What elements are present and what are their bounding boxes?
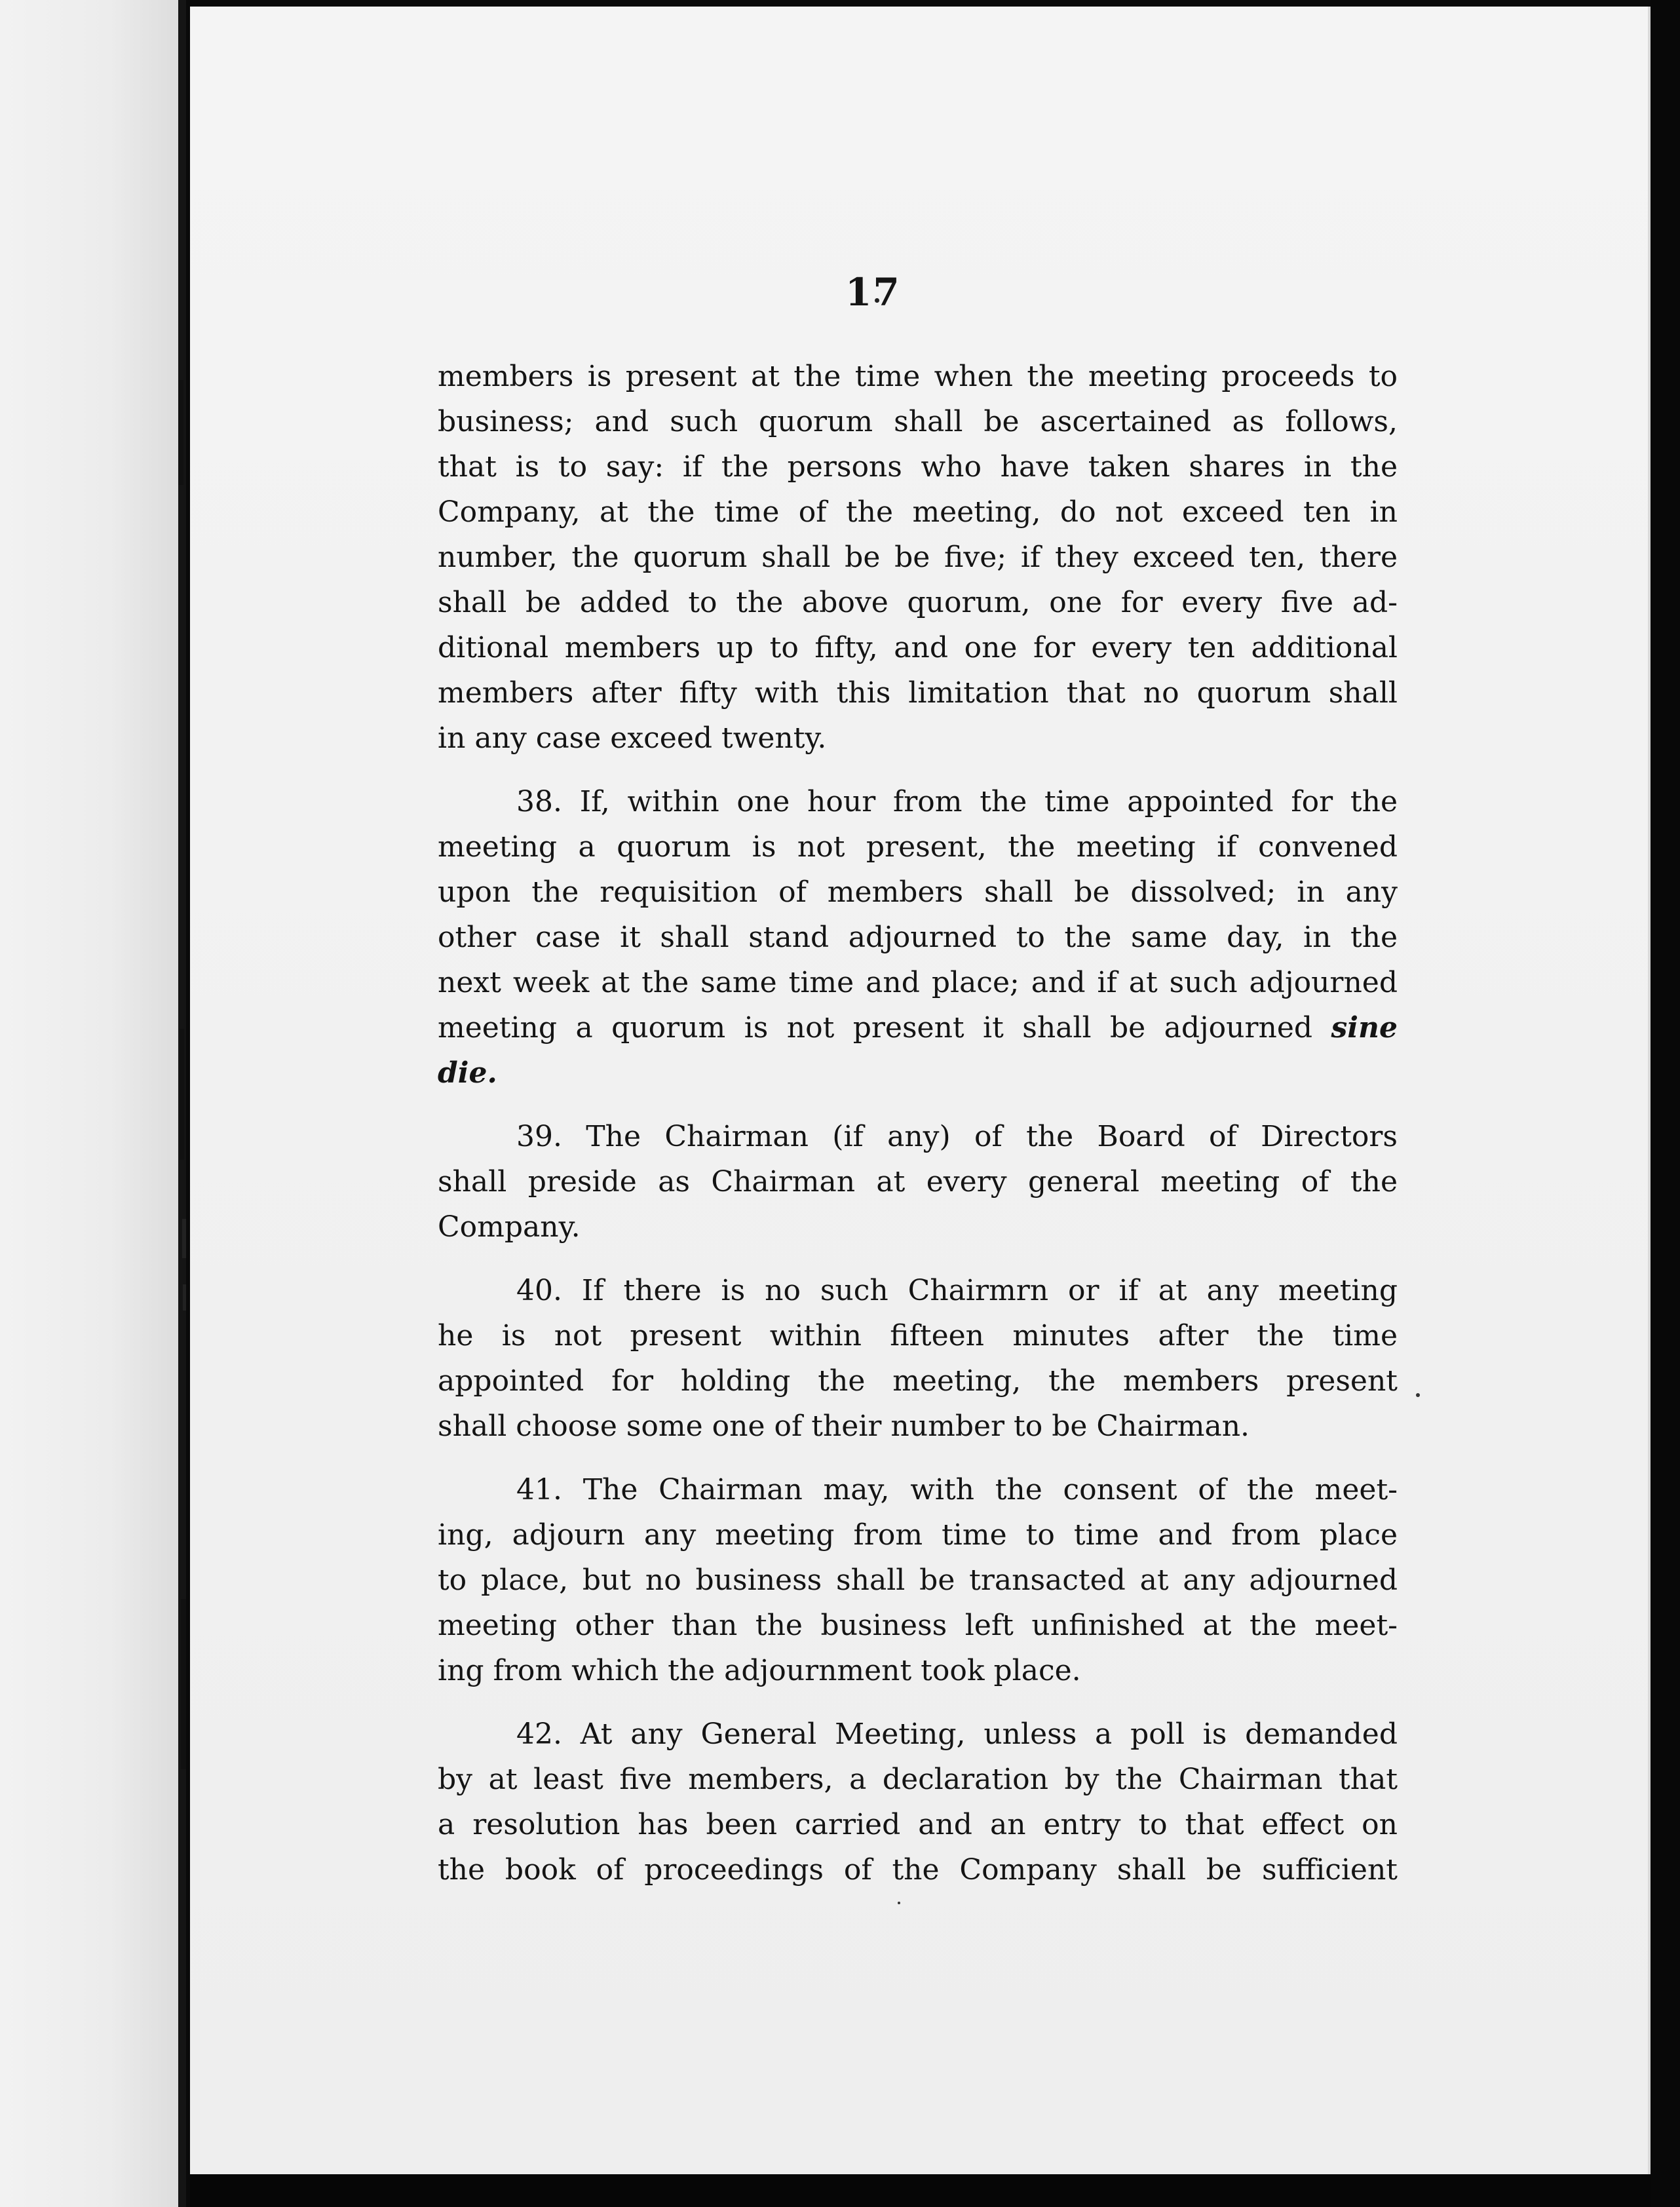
margin-speck	[1416, 1393, 1420, 1397]
text-line: shall be added to the above quorum, one for every five ad-	[438, 586, 1398, 619]
text-line: shall preside as Chairman at every general meeting of the	[438, 1165, 1398, 1199]
paragraph-38	[438, 779, 1398, 1096]
text-line	[438, 1050, 1398, 1096]
text-line: to place, but no business shall be transacted at any adjourned	[438, 1564, 1398, 1597]
text-line: 41. The Chairman may, with the consent of the meet-	[516, 1473, 1398, 1507]
text-line: number, the quorum shall be be five; if they exceed ten, there	[438, 541, 1398, 574]
paragraph-41	[438, 1467, 1398, 1693]
right-scan-edge	[1651, 0, 1680, 2207]
text-line: 39. The Chairman (if any) of the Board of Directors	[516, 1120, 1398, 1153]
text-line: the book of proceedings of the Company shall be sufficient	[438, 1853, 1398, 1887]
text-line: 42. At any General Meeting, unless a poll is demanded	[516, 1718, 1398, 1751]
text-line: meeting other than the business left unfinished at the meet-	[438, 1609, 1398, 1642]
text-line: members is present at the time when the meeting proceeds to	[438, 360, 1398, 393]
text-line	[438, 1005, 1398, 1050]
body-text	[438, 354, 1398, 1911]
text-line: members after fifty with this limitation that no quorum shall	[438, 676, 1398, 710]
text-line: ditional members up to fifty, and one for every ten additional	[438, 631, 1398, 664]
text-line: a resolution has been carried and an entry to that effect on	[438, 1808, 1398, 1841]
text-line: other case it shall stand adjourned to the same day, in the	[438, 921, 1398, 954]
text-line: next week at the same time and place; and if at such adjourned	[438, 966, 1398, 999]
italic-term: sine	[1331, 1011, 1398, 1045]
text-line: 38. If, within one hour from the time appointed for the	[516, 785, 1398, 818]
page-bottom-shadow	[190, 2174, 1651, 2207]
text-line: ing, adjourn any meeting from time to time and from place	[438, 1518, 1398, 1552]
text-segment: meeting a quorum is not present it shall be adjourned	[438, 1011, 1313, 1045]
text-line: Company, at the time of the meeting, do not exceed ten in	[438, 495, 1398, 529]
italic-term: die.	[438, 1056, 497, 1090]
paragraph-42	[438, 1712, 1398, 1892]
text-line: in any case exceed twenty.	[438, 721, 827, 755]
text-line: shall choose some one of their number to be Chairman.	[438, 1410, 1250, 1443]
text-line: ing from which the adjournment took place.	[438, 1654, 1081, 1687]
text-line: Company.	[438, 1210, 581, 1244]
text-line: upon the requisition of members shall be dissolved; in any	[438, 875, 1398, 909]
text-line: he is not present within fifteen minutes after the time	[438, 1319, 1398, 1353]
text-line: that is to say: if the persons who have taken shares in the	[438, 450, 1398, 484]
page-number: 17	[845, 270, 901, 315]
text-line: 40. If there is no such Chairmrn or if at any meeting	[516, 1274, 1398, 1307]
paragraph-40	[438, 1268, 1398, 1449]
paragraph-37-continued	[438, 354, 1398, 761]
text-line: by at least five members, a declaration by the Chairman that	[438, 1763, 1398, 1796]
text-line: business; and such quorum shall be ascertained as follows,	[438, 405, 1398, 438]
text-line: meeting a quorum is not present, the meeting if convened	[438, 830, 1398, 864]
paragraph-39	[438, 1114, 1398, 1250]
text-line: appointed for holding the meeting, the members present	[438, 1364, 1398, 1398]
facing-page-margin	[0, 0, 182, 2207]
